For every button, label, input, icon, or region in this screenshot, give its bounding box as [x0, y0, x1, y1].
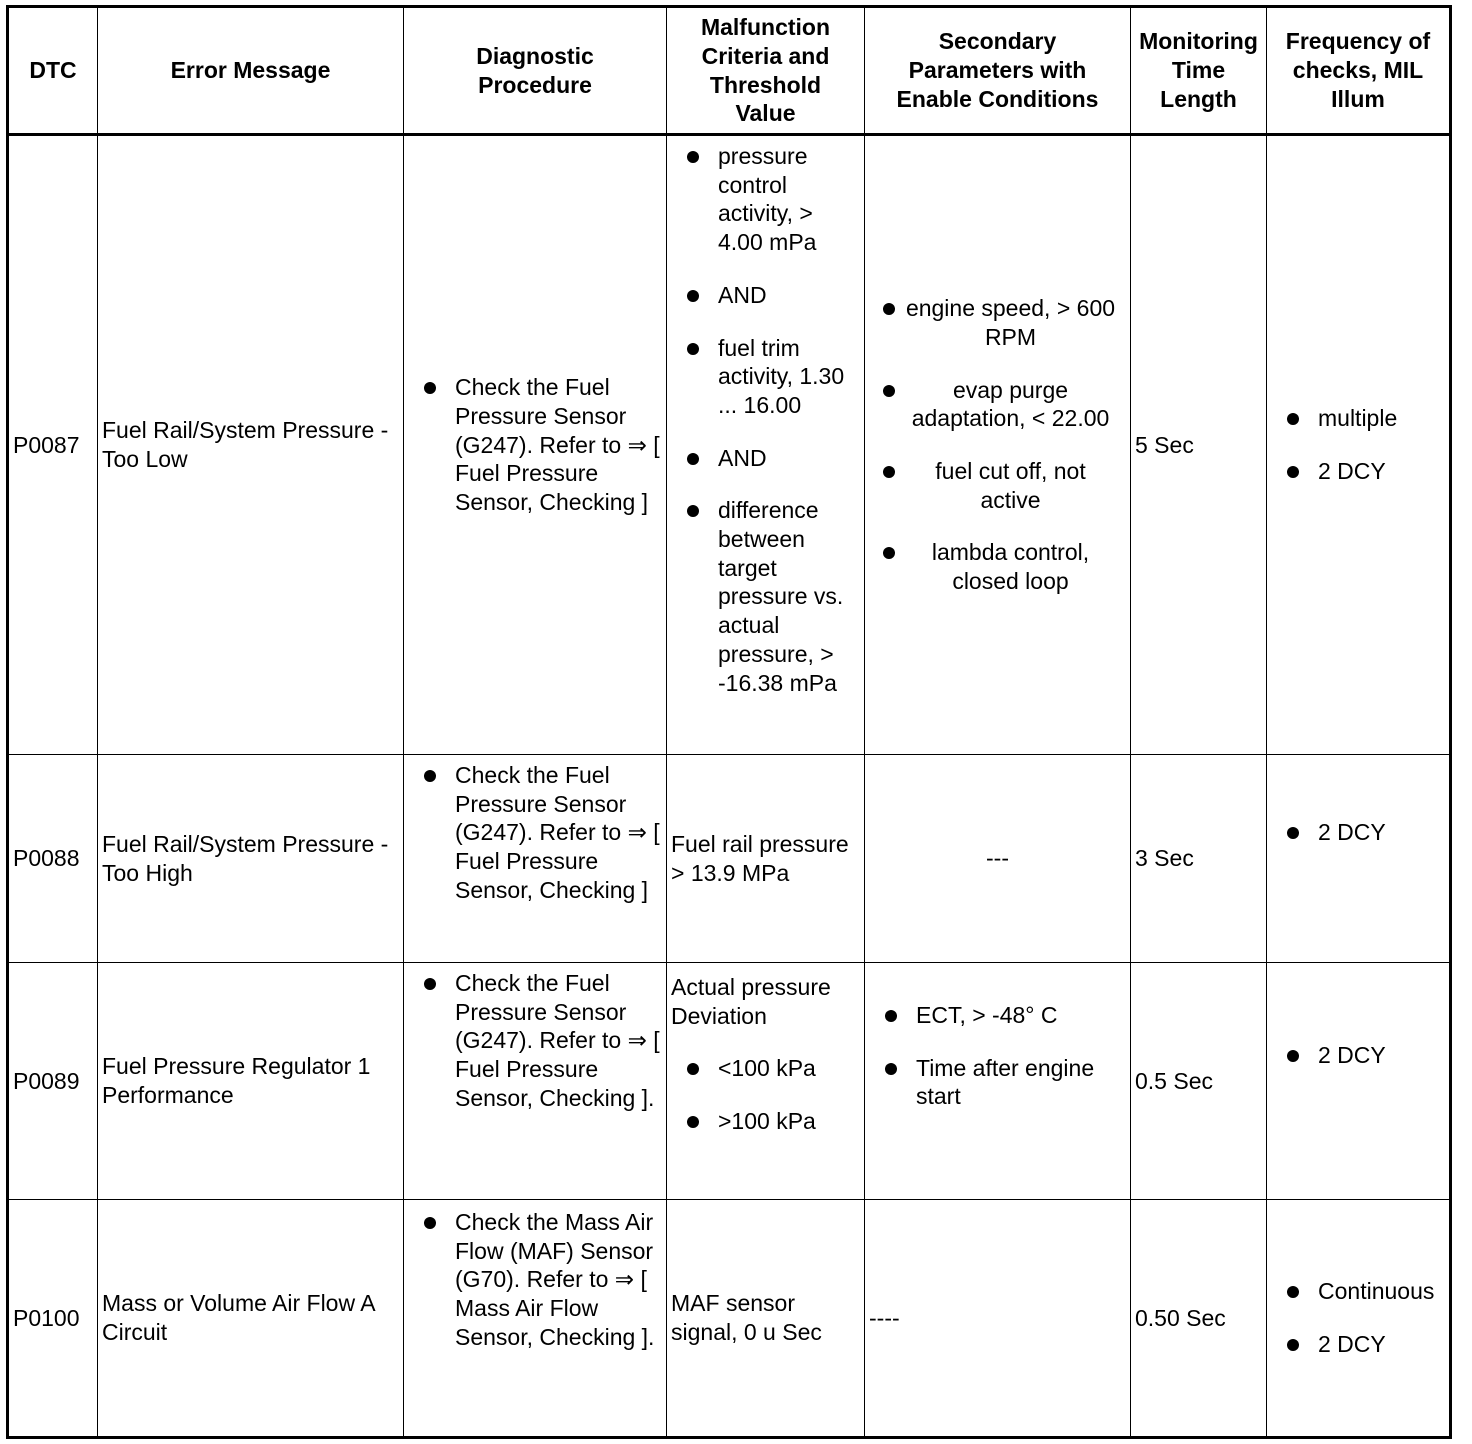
dtc-table — [6, 5, 1452, 1439]
frequency-cell — [1267, 963, 1451, 1200]
header-malfunction-criteria: Malfunction Criteria and Threshold Value — [667, 7, 865, 135]
frequency-item: 2 DCY — [1271, 1330, 1445, 1359]
error-message: Fuel Rail/System Pressure - Too High — [98, 755, 404, 963]
criteria-item: >100 kPa — [671, 1107, 860, 1136]
criteria-item: pressure control activity, > 4.00 mPa — [671, 142, 860, 257]
dtc-code: P0100 — [8, 1200, 98, 1438]
diagnostic-procedure-cell — [404, 963, 667, 1200]
malfunction-criteria-cell — [667, 135, 865, 755]
diagnostic-procedure-cell — [404, 1200, 667, 1438]
header-frequency: Frequency of checks, MIL Illum — [1267, 7, 1451, 135]
table-row — [8, 1200, 1451, 1438]
error-message: Mass or Volume Air Flow A Circuit — [98, 1200, 404, 1438]
header-monitoring-time: Monitoring Time Length — [1131, 7, 1267, 135]
criteria-item: AND — [671, 281, 860, 310]
secondary-item: Time after engine start — [869, 1054, 1126, 1111]
table-row — [8, 963, 1451, 1200]
frequency-cell — [1267, 1200, 1451, 1438]
criteria-item: difference between target pressure vs. actual pressure, > -16.38 mPa — [671, 496, 860, 697]
secondary-parameters-cell: --- — [865, 755, 1131, 963]
header-diagnostic-procedure: Diagnostic Procedure — [404, 7, 667, 135]
monitoring-time: 3 Sec — [1131, 755, 1267, 963]
diagnostic-procedure-cell — [404, 755, 667, 963]
frequency-cell — [1267, 755, 1451, 963]
secondary-item: fuel cut off, not active — [879, 457, 1116, 514]
frequency-item: multiple — [1271, 404, 1445, 433]
secondary-item: engine speed, > 600 RPM — [879, 294, 1116, 351]
error-message: Fuel Rail/System Pressure - Too Low — [98, 135, 404, 755]
header-row — [8, 7, 1451, 135]
error-message: Fuel Pressure Regulator 1 Performance — [98, 963, 404, 1200]
dtc-code: P0088 — [8, 755, 98, 963]
malfunction-criteria-cell: MAF sensor signal, 0 u Sec — [667, 1200, 865, 1438]
table-row — [8, 135, 1451, 755]
malfunction-criteria-cell — [667, 963, 865, 1200]
frequency-item: 2 DCY — [1271, 818, 1445, 847]
monitoring-time: 0.50 Sec — [1131, 1200, 1267, 1438]
procedure-item: Check the Fuel Pressure Sensor (G247). Refer to ⇒ [ Fuel Pressure Sensor, Checking ] — [408, 373, 662, 517]
secondary-parameters-cell — [865, 135, 1131, 755]
frequency-item: 2 DCY — [1271, 457, 1445, 486]
criteria-text: Actual pressure Deviation — [671, 974, 831, 1029]
frequency-item: 2 DCY — [1271, 1041, 1445, 1070]
procedure-item: Check the Fuel Pressure Sensor (G247). Refer to ⇒ [ Fuel Pressure Sensor, Checking ] — [408, 761, 662, 905]
header-error-message: Error Message — [98, 7, 404, 135]
monitoring-time: 0.5 Sec — [1131, 963, 1267, 1200]
secondary-parameters-cell — [865, 963, 1131, 1200]
procedure-item: Check the Fuel Pressure Sensor (G247). Refer to ⇒ [ Fuel Pressure Sensor, Checking ]. — [408, 969, 662, 1113]
malfunction-criteria-cell: Fuel rail pressure > 13.9 MPa — [667, 755, 865, 963]
criteria-item: AND — [671, 444, 860, 473]
criteria-item: fuel trim activity, 1.30 ... 16.00 — [671, 334, 860, 420]
secondary-parameters-cell: ---- — [865, 1200, 1131, 1438]
criteria-item: <100 kPa — [671, 1054, 860, 1083]
header-dtc: DTC — [8, 7, 98, 135]
secondary-item: ECT, > -48° C — [869, 1001, 1126, 1030]
monitoring-time: 5 Sec — [1131, 135, 1267, 755]
header-secondary-parameters: Secondary Parameters with Enable Conditions — [865, 7, 1131, 135]
procedure-item: Check the Mass Air Flow (MAF) Sensor (G70). Refer to ⇒ [ Mass Air Flow Sensor, Checking ]. — [408, 1208, 662, 1352]
frequency-cell — [1267, 135, 1451, 755]
secondary-item: lambda control, closed loop — [879, 538, 1116, 595]
frequency-item: Continuous — [1271, 1277, 1445, 1306]
secondary-item: evap purge adaptation, < 22.00 — [879, 376, 1116, 433]
diagnostic-procedure-cell — [404, 135, 667, 755]
dtc-code: P0087 — [8, 135, 98, 755]
table-row — [8, 755, 1451, 963]
dtc-code: P0089 — [8, 963, 98, 1200]
